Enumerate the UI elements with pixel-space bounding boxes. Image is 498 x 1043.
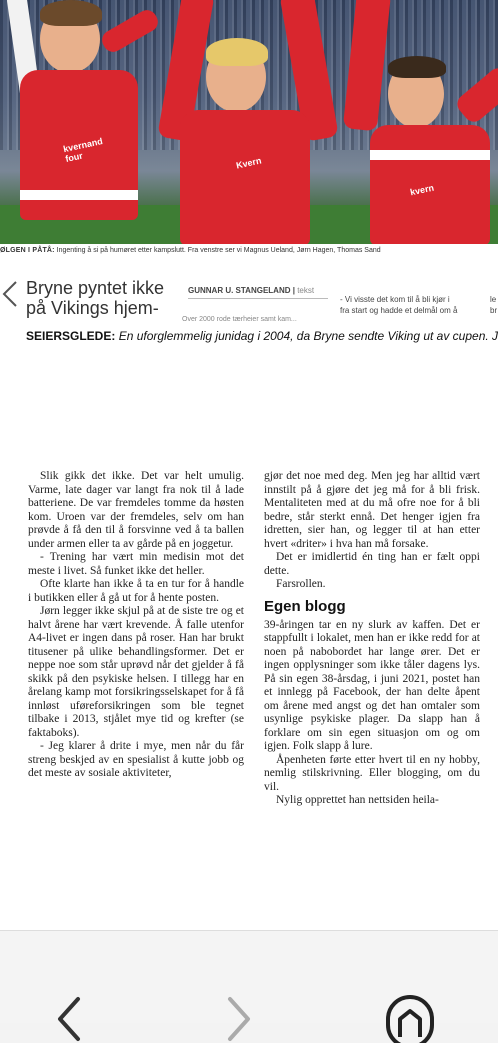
headline-line-2: på Vikings hjem-: [26, 298, 159, 318]
shirt-logo: Kvern: [235, 155, 263, 171]
clipping-subtext: Over 2000 rode tærheier samt kam...: [182, 316, 297, 323]
clipping-strip: [0, 258, 498, 358]
paragraph: - Trening har vært min medisin mot det meste i livet. Så funket ikke det heller.: [28, 551, 244, 577]
paragraph: Jørn legger ikke skjul på at de siste tre og et halvt årene har vært krevende. Å falle utenfor A4-livet er ingen dans på roser. Han har brukt titusener på ulike behandlingsformer. Det er neppe noe som står uprøvd når det gjelder å få skikk på den psykiske helsen. I tillegg har en årelang kamp mot forsikringsselskapet for å få innløst uføreforsikringen som ble tegnet tilbake i 2013, stjålet mye tid og krefter (se faktaboks).: [28, 605, 244, 739]
byline-role: tekst: [297, 286, 315, 295]
byline-name: GUNNAR U. STANGELAND: [188, 286, 291, 295]
article-column-1: [28, 470, 244, 781]
headline-line-1: Bryne pyntet ikke: [26, 278, 165, 298]
strap-label: SEIERSGLEDE:: [26, 329, 116, 343]
caption-label: ØLGEN I PÅTÅ:: [0, 247, 55, 254]
clipping-line-2: fra start og hadde et delmål om å: [340, 306, 458, 315]
clipping-column: [340, 294, 490, 316]
clipping-edge: [490, 294, 497, 316]
article-photo: [0, 0, 498, 244]
clipping-headline: [26, 278, 164, 318]
back-button[interactable]: [40, 993, 100, 1043]
subheading: Egen blogg: [264, 597, 346, 615]
paragraph: gjør det noe med deg. Men jeg har alltid vært innstilt på å gjøre det jeg må for å bli frisk. Mentaliteten med at du må ofre noe for å bli bedre, står sterkt ennå. Det henger igjen fra idretten, sier han, og legger til at han etter hvert «driter» i hva han må forsake.: [264, 470, 480, 550]
paragraph: Slik gikk det ikke. Det var helt umulig. Varme, late dager var langt fra nok til å lade batteriene. De var fremdeles tomme da høsten kom. Uroen var der fremdeles, selv om han prøvde å få den til å forsvinne ved å ta ballen under armen eller ta av gårde på en joggetur.: [28, 470, 244, 550]
strap-text: En uforglemmelig junidag i 2004, da Bryne sendte Viking ut av cupen. J: [115, 329, 498, 343]
article-column-2: [264, 470, 480, 808]
paragraph: - Jeg klarer å drite i mye, men når du får streng beskjed av en spesialist å kutte jobb og det meste av sosiale aktiviteter,: [28, 740, 244, 779]
chevron-left-icon[interactable]: [2, 280, 18, 308]
byline: GUNNAR U. STANGELAND | tekst: [188, 286, 315, 295]
paragraph: Farsrollen.: [276, 578, 326, 590]
paragraph: 39-åringen tar en ny slurk av kaffen. Det er stappfullt i lokalet, men han er ikke redd for at noen på nabobordet har lange ører. Det er ingen opplysninger som ikke tåler dagens lys. På sin egen 38-årsdag, i juni 2021, postet han et innlegg på Facebook, der han delte åpent om årene med angst og det han omtaler som usynlige psykiske plager. Da slapp han å forklare om sin egen situasjon om og om igjen. Folk slapp å lure.: [264, 618, 480, 752]
home-icon: [388, 997, 432, 1043]
paragraph: Åpenheten førte etter hvert til en ny hobby, nemlig stilskrivning. Eller blogging, om du vil.: [264, 753, 480, 793]
paragraph: Nylig opprettet han nettsiden heila-: [276, 794, 439, 806]
chevron-left-icon: [60, 999, 78, 1039]
caption-text: Ingenting å si på humøret etter kampslutt. Fra venstre ser vi Magnus Ueland, Jørn Hagen, Thomas Sand: [56, 247, 381, 254]
photo-caption: [0, 244, 498, 259]
clipping-line-1: - Vi visste det kom til å bli kjør i: [340, 295, 450, 304]
edge-text-1: le: [490, 295, 497, 304]
chevron-right-icon: [230, 999, 248, 1039]
paragraph: Det er imidlertid én ting han er fælt oppi dette.: [264, 551, 480, 577]
shirt-logo: kvernand four: [62, 136, 104, 164]
paragraph: Ofte klarte han ikke å ta en tur for å handle i butikken eller å gå ut for å hente posten.: [28, 578, 244, 604]
edge-text-2: br: [490, 306, 498, 315]
bottom-navigation: [0, 931, 498, 1023]
forward-button[interactable]: [208, 993, 268, 1043]
shirt-logo: kvern: [409, 182, 435, 198]
photo-strap: [26, 329, 498, 343]
home-button[interactable]: [380, 993, 440, 1043]
byline-divider: [188, 298, 328, 299]
